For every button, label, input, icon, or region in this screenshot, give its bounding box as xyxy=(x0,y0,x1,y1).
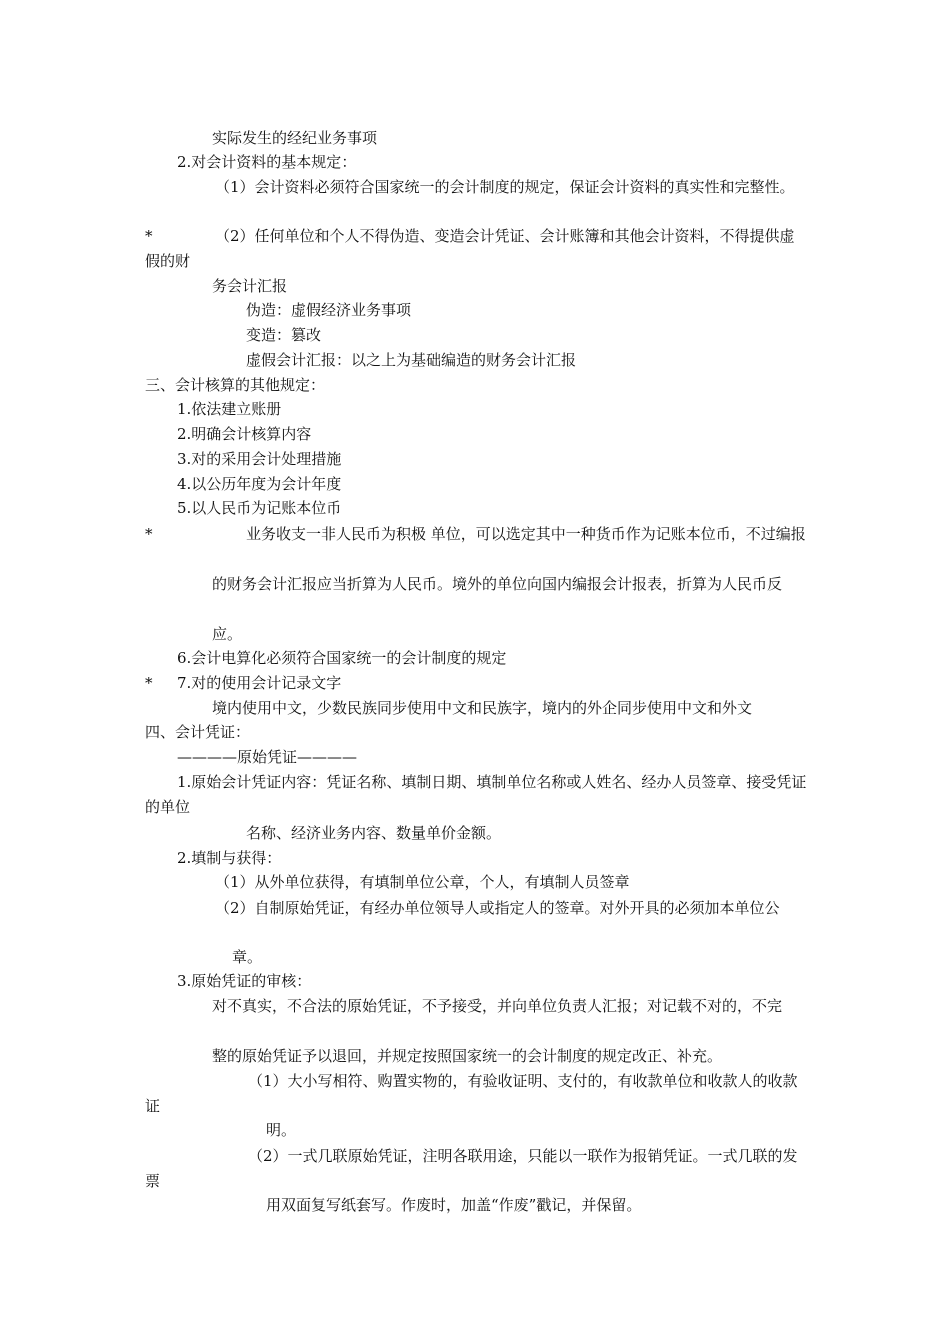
asterisk-marker: * xyxy=(145,674,153,692)
text-paragraph: （2）自制原始凭证，有经办单位领导人或指定人的签章。对外开具的必须加本单位公 xyxy=(215,899,780,917)
asterisk-marker: * xyxy=(145,525,153,543)
text-paragraph: 1.原始会计凭证内容：凭证名称、填制日期、填制单位名称或人姓名、经办人员签章、接受凭证的单位 xyxy=(145,773,807,816)
asterisk-marker: * xyxy=(145,227,153,245)
text-paragraph: 的财务会计汇报应当折算为人民币。境外的单位向国内编报会计报表，折算为人民币反 xyxy=(212,575,783,593)
text-line: 实际发生的经纪业务事项 xyxy=(212,129,378,147)
text-line: 章。 xyxy=(232,948,263,966)
list-item: 7.对的使用会计记录文字 xyxy=(177,674,342,692)
text-paragraph: 业务收支一非人民币为积极 单位，可以选定其中一种货币作为记账本位币，不过编报 xyxy=(246,525,806,543)
text-line: 2.对会计资料的基本规定： xyxy=(177,153,357,171)
text-line: 伪造：虚假经济业务事项 xyxy=(246,301,412,319)
list-item: 2.明确会计核算内容 xyxy=(177,425,312,443)
section-heading: 四、会计凭证： xyxy=(145,723,251,741)
list-item: 5.以人民币为记账本位币 xyxy=(177,499,342,517)
text-paragraph: （2）一式几联原始凭证，注明各联用途，只能以一联作为报销凭证。一式几联的发票 xyxy=(145,1147,798,1190)
text-line: 整的原始凭证予以退回，并规定按照国家统一的会计制度的规定改正、补充。 xyxy=(212,1047,723,1065)
text-line: 变造：篡改 xyxy=(246,326,322,344)
list-item: 2.填制与获得： xyxy=(177,849,282,867)
text-line: 应。 xyxy=(212,625,243,643)
text-line: 明。 xyxy=(266,1121,297,1139)
text-line: （1）从外单位获得，有填制单位公章，个人，有填制人员签章 xyxy=(215,873,630,891)
section-heading: 三、会计核算的其他规定： xyxy=(145,376,326,394)
text-line: 境内使用中文，少数民族同步使用中文和民族字，境内的外企同步使用中文和外文 xyxy=(212,699,753,717)
list-item: 4.以公历年度为会计年度 xyxy=(177,475,342,493)
text-line: 虚假会计汇报：以之上为基础编造的财务会计汇报 xyxy=(246,351,577,369)
text-paragraph: （2）任何单位和个人不得伪造、变造会计凭证、会计账簿和其他会计资料，不得提供虚假的财 xyxy=(145,227,795,270)
list-item: 3.原始凭证的审核： xyxy=(177,972,312,990)
text-line: 务会计汇报 xyxy=(212,277,288,295)
text-line: 名称、经济业务内容、数量单价金额。 xyxy=(246,824,502,842)
text-paragraph: （1）大小写相符、购置实物的，有验收证明、支付的，有收款单位和收款人的收款证 xyxy=(145,1072,798,1115)
list-item: 3.对的采用会计处理措施 xyxy=(177,450,342,468)
subsection-divider: ————原始凭证———— xyxy=(177,748,358,766)
list-item: 6.会计电算化必须符合国家统一的会计制度的规定 xyxy=(177,649,507,667)
list-item: 1.依法建立账册 xyxy=(177,400,282,418)
text-paragraph: 对不真实，不合法的原始凭证，不予接受，并向单位负责人汇报；对记载不对的，不完 xyxy=(212,997,783,1015)
text-line: 用双面复写纸套写。作废时，加盖“作废”戳记，并保留。 xyxy=(266,1196,642,1214)
text-paragraph: （1）会计资料必须符合国家统一的会计制度的规定，保证会计资料的真实性和完整性。 xyxy=(215,178,795,196)
